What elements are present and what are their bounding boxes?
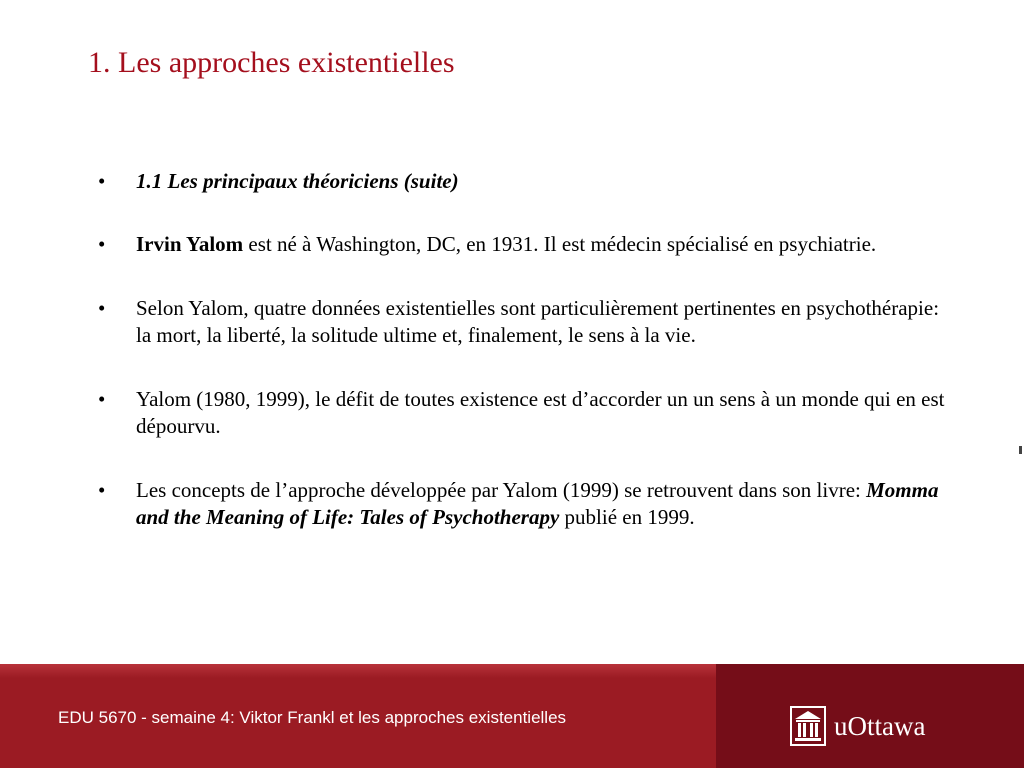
edge-mark: [1019, 446, 1022, 454]
bullet-dot: •: [98, 169, 106, 193]
uottawa-logo: [790, 704, 925, 748]
bullet-challenge: [98, 386, 958, 439]
logo-wordmark: uOttawa: [834, 710, 926, 741]
slide-title: 1. Les approches existentielles: [88, 46, 455, 79]
bullet-yalom-name: Irvin Yalom: [136, 231, 244, 256]
bullet-dot: •: [98, 478, 106, 502]
bullet-challenge-text: Yalom (1980, 1999), le défit de toutes existence est d’accorder un un sens à un monde qui en est dépourvu.: [136, 387, 945, 438]
bullet-yalom-bio: [98, 231, 958, 258]
bullet-book-title: Momma and the Meaning of Life: Tales of Psychotherapy: [136, 478, 939, 529]
bullet-book-outro: publié en 1999.: [559, 504, 695, 529]
bullet-existential-data-text: Selon Yalom, quatre données existentielles sont particulièrement pertinentes en psychothérapie: la mort, la liberté, la solitude ultime et, finalement, le sens à la vie.: [136, 296, 940, 347]
bullet-subtitle: [98, 168, 958, 195]
bullet-dot: •: [98, 296, 106, 320]
university-building-icon: [790, 706, 826, 746]
course-label: EDU 5670 - semaine 4: Viktor Frankl et les approches existentielles: [58, 708, 567, 727]
bullet-book: [98, 477, 958, 530]
bullet-dot: •: [98, 387, 106, 411]
footer-bar: [0, 664, 1024, 768]
bullet-yalom-bio-text: est né à Washington, DC, en 1931. Il est médecin spécialisé en psychiatrie.: [243, 231, 877, 256]
bullet-list: [98, 168, 958, 530]
bullet-subtitle-text: 1.1 Les principaux théoriciens (suite): [136, 169, 459, 193]
bullet-book-intro: Les concepts de l’approche développée par Yalom (1999) se retrouvent dans son livre:: [136, 478, 867, 502]
bullet-existential-data: [98, 295, 958, 348]
bullet-dot: •: [98, 231, 106, 256]
